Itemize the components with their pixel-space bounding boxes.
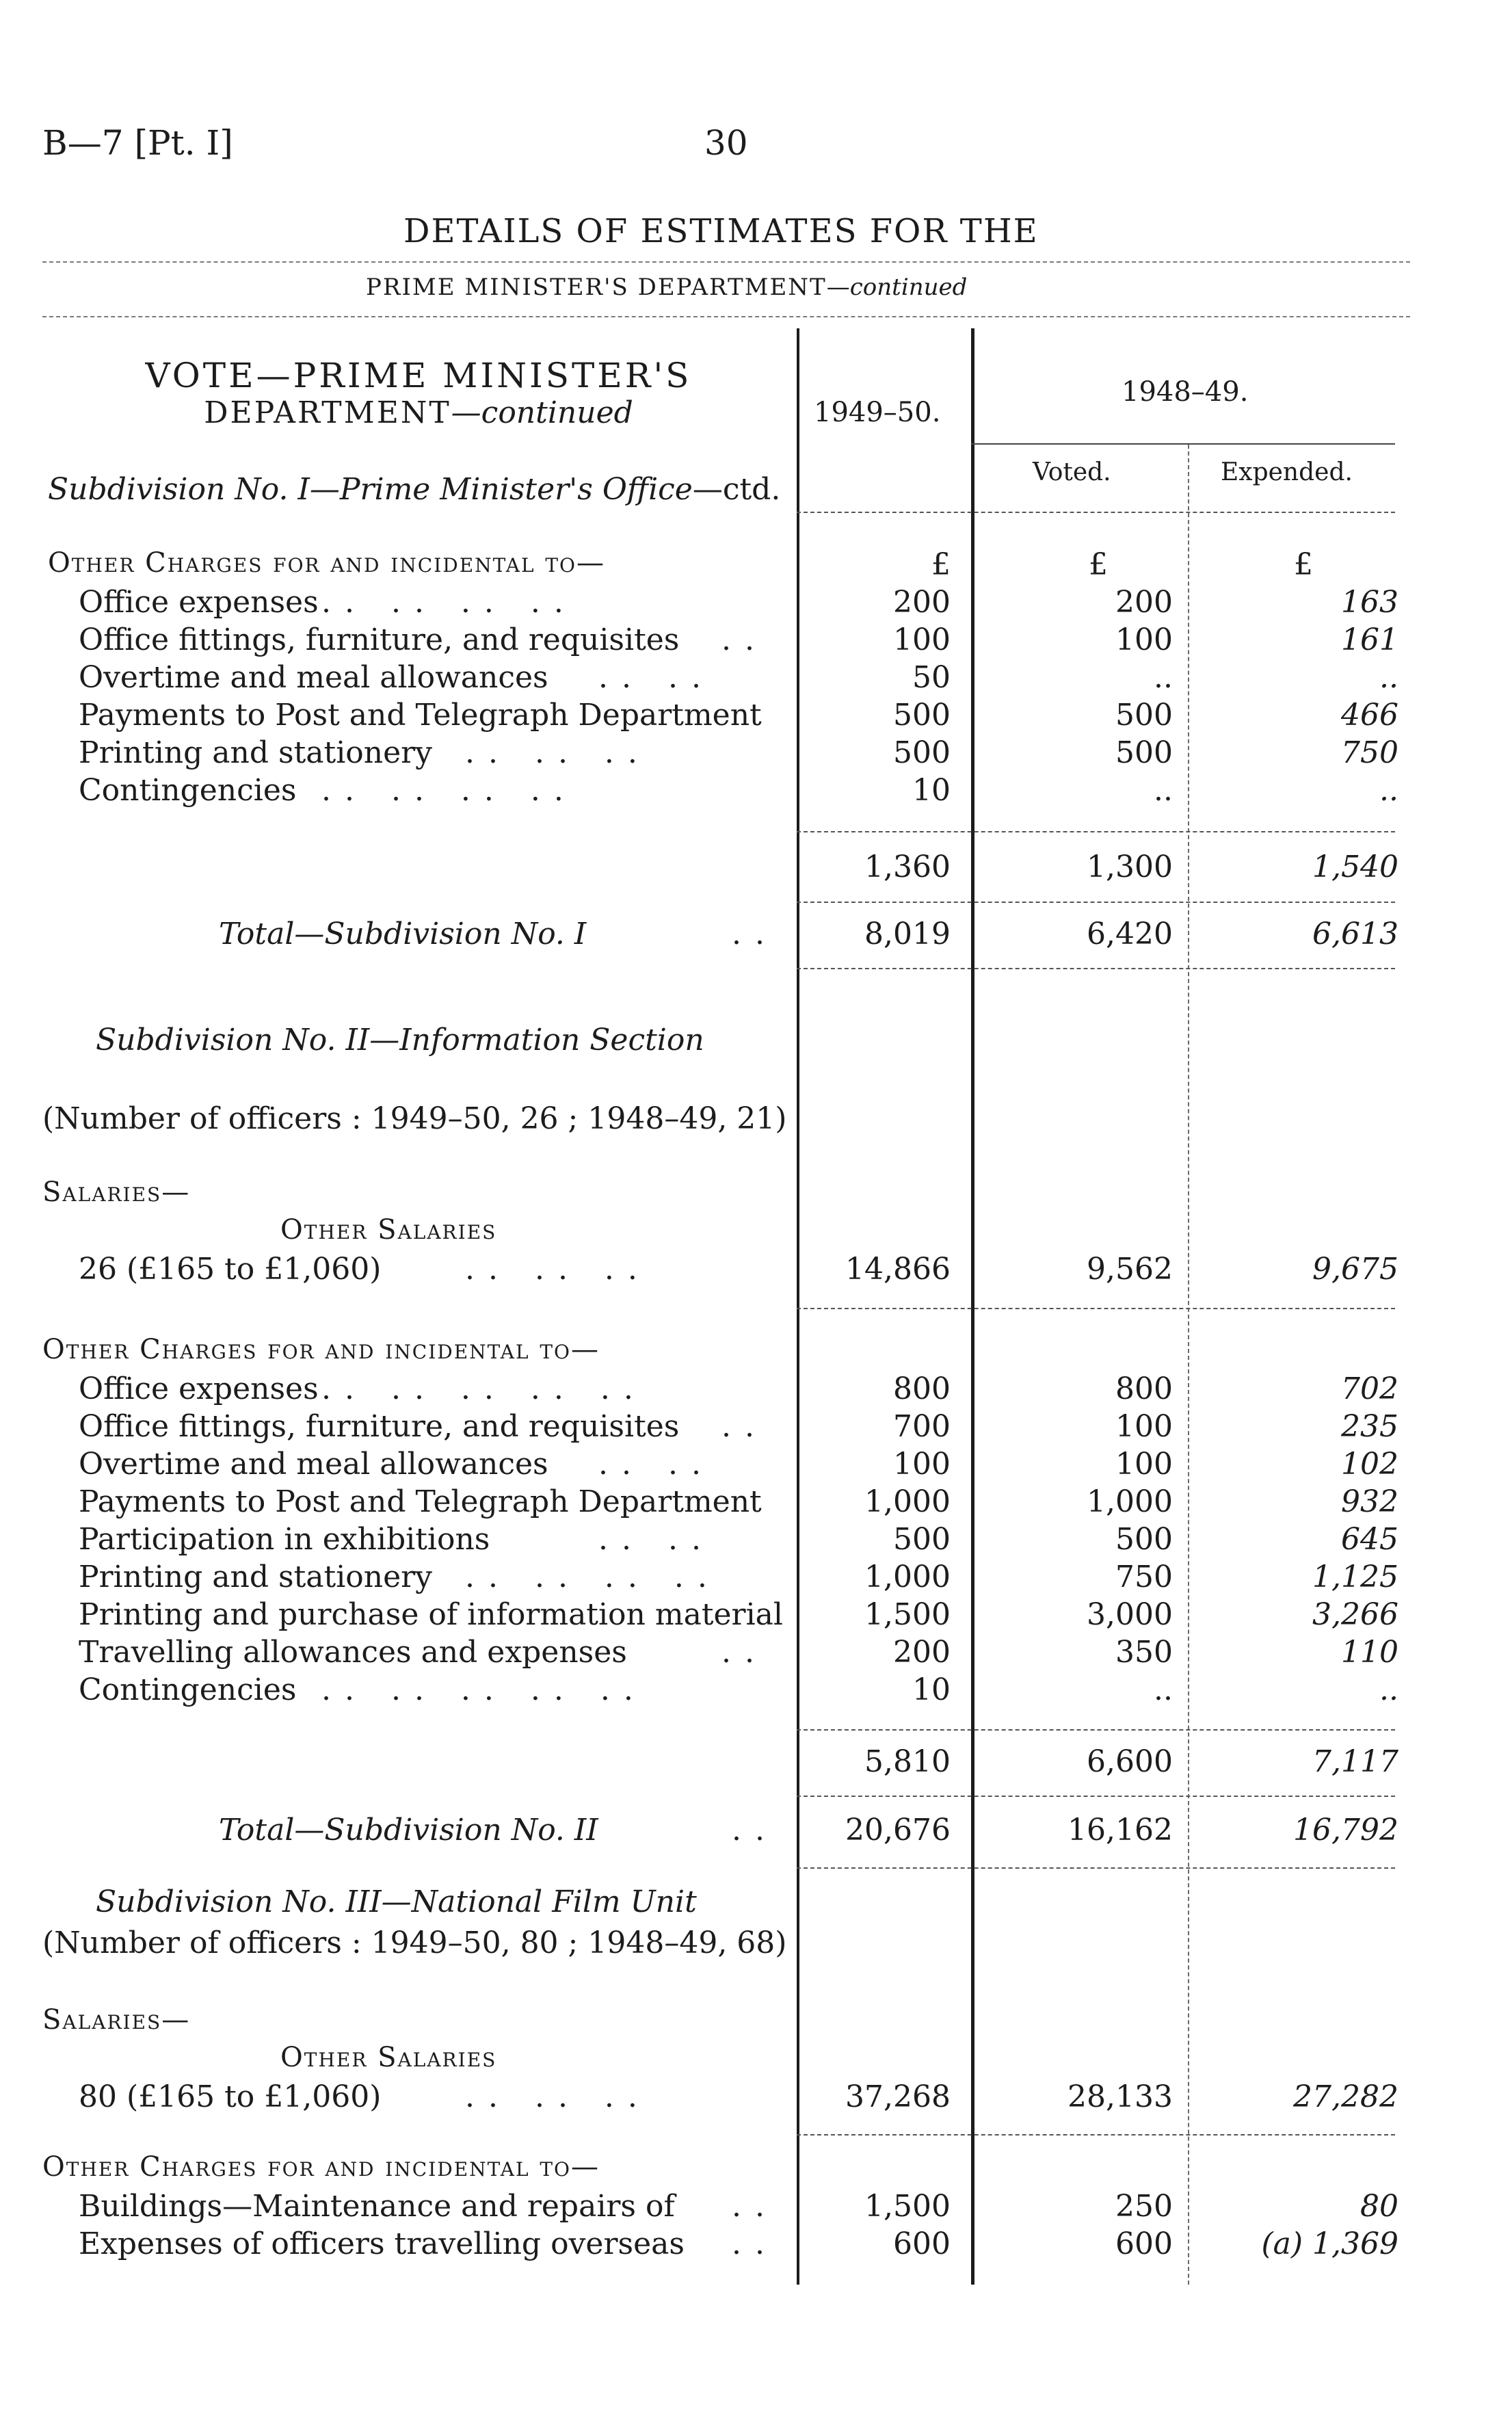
column-header-1948-49: 1948–49. [1122, 376, 1249, 408]
row-label: 26 (£165 to £1,060) [79, 1252, 382, 1287]
expended-1948-49: 161 [1341, 622, 1398, 657]
estimate-1949-50: 700 [893, 1409, 951, 1444]
table-row [0, 660, 1512, 698]
row-leader-dots: .. .. .. .. [321, 773, 577, 808]
row-label: Office fittings, furniture, and requisites [79, 1409, 680, 1444]
column-header-voted: Voted. [1033, 458, 1111, 486]
voted-1948-49: 350 [1115, 1635, 1173, 1670]
voted-1948-49: .. [1154, 1672, 1173, 1707]
estimate-1949-50: 100 [893, 622, 951, 657]
row-leader-dots: .. .. [598, 1522, 715, 1557]
expended-1948-49: 235 [1341, 1409, 1398, 1444]
voted-1948-49: 750 [1115, 1560, 1173, 1594]
row-leader-dots: .. .. .. .. .. [321, 1672, 647, 1707]
row-label: Printing and stationery [79, 735, 433, 770]
subdivision-3-salaries-heading: Salaries— [42, 2004, 191, 2036]
voted-1948-49: 9,562 [1087, 1252, 1173, 1287]
row-leader-dots: .. [732, 917, 778, 951]
row-leader-dots: .. [732, 2189, 778, 2224]
expended-1948-49: .. [1379, 773, 1398, 808]
subdivision-1-heading [48, 472, 780, 507]
row-label: Contingencies [79, 773, 297, 808]
page-title: DETAILS OF ESTIMATES FOR THE [403, 212, 1039, 250]
vote-title-line2 [42, 395, 795, 430]
estimate-1949-50: 37,268 [845, 2079, 951, 2114]
subtotal-row [0, 850, 1512, 887]
estimate-1949-50: 200 [893, 1635, 951, 1670]
subdivision-2-salaries-heading: Salaries— [42, 1177, 191, 1208]
table-row [0, 2189, 1512, 2226]
voted-1948-49: 3,000 [1087, 1597, 1173, 1632]
row-leader-dots: .. [721, 1635, 768, 1670]
voted-1948-49: 1,000 [1087, 1484, 1173, 1519]
subdivision-2-officers: (Number of officers : 1949–50, 26 ; 1948–49, 21) [42, 1101, 787, 1136]
subdivision-3-other-salaries: Other Salaries [280, 2042, 497, 2073]
total-1949-50: 20,676 [845, 1813, 951, 1848]
expended-1948-49: 110 [1341, 1635, 1398, 1670]
row-label: Overtime and meal allowances [79, 1447, 548, 1482]
total-voted: 6,420 [1087, 917, 1173, 951]
row-label: Payments to Post and Telegraph Department [79, 698, 762, 733]
table-row [0, 1522, 1512, 1560]
voted-1948-49: .. [1154, 773, 1173, 808]
subtotal-1949-50: 5,810 [864, 1744, 951, 1779]
row-leader-dots: .. [732, 2226, 778, 2261]
row-leader-dots: .. .. [598, 660, 715, 695]
row-leader-dots: .. .. .. [465, 2079, 651, 2114]
table-row [0, 698, 1512, 735]
estimate-1949-50: 10 [912, 1672, 951, 1707]
total-row [0, 917, 1512, 954]
voted-1948-49: 500 [1115, 735, 1173, 770]
row-label: Payments to Post and Telegraph Department [79, 1484, 762, 1519]
subtotal-voted: 1,300 [1087, 850, 1173, 884]
table-row [0, 1484, 1512, 1522]
expended-1948-49: 645 [1341, 1522, 1398, 1557]
table-row [0, 585, 1512, 622]
column-header-expended: Expended. [1221, 458, 1353, 486]
expended-1948-49: (a) 1,369 [1261, 2226, 1398, 2261]
row-label: Office fittings, furniture, and requisites [79, 622, 680, 657]
salary-row [0, 1252, 1512, 1289]
subdivision-2-heading: Subdivision No. II—Information Section [96, 1023, 704, 1057]
currency-voted: £ [1089, 547, 1108, 582]
row-leader-dots: .. [721, 622, 768, 657]
estimate-1949-50: 1,500 [864, 2189, 951, 2224]
document-reference: B—7 [Pt. I] [42, 123, 233, 163]
subtitle-main: PRIME MINISTER'S DEPARTMENT [366, 274, 827, 301]
table-row [0, 2226, 1512, 2264]
table-row [0, 735, 1512, 773]
table-row [0, 1371, 1512, 1409]
estimate-1949-50: 500 [893, 698, 951, 733]
table-row [0, 1672, 1512, 1710]
sub1-charges-heading: Other Charges for and incidental to— [48, 547, 605, 579]
subdivision-3-heading: Subdivision No. III—National Film Unit [96, 1884, 697, 1919]
estimate-1949-50: 500 [893, 735, 951, 770]
table-row [0, 1560, 1512, 1597]
row-label: Printing and stationery [79, 1560, 433, 1594]
row-leader-dots: .. [721, 1409, 768, 1444]
table-row [0, 1597, 1512, 1635]
estimate-1949-50: 1,000 [864, 1484, 951, 1519]
total-expended: 6,613 [1312, 917, 1398, 951]
row-label: Contingencies [79, 1672, 297, 1707]
subtotal-expended: 1,540 [1312, 850, 1398, 884]
expended-1948-49: 1,125 [1312, 1560, 1398, 1594]
sub2-salary-rule [797, 1308, 1395, 1309]
total-1949-50: 8,019 [864, 917, 951, 951]
estimate-1949-50: 600 [893, 2226, 951, 2261]
row-label: Office expenses [79, 585, 319, 620]
sub2-total-rule [797, 1796, 1395, 1797]
estimate-1949-50: 100 [893, 1447, 951, 1482]
voted-1948-49: 100 [1115, 1447, 1173, 1482]
estimate-1949-50: 1,500 [864, 1597, 951, 1632]
page-number: 30 [704, 123, 748, 163]
currency-expended: £ [1294, 547, 1313, 582]
row-leader-dots: .. .. .. .. .. [321, 1371, 647, 1406]
year-header-rule [971, 443, 1395, 445]
currency-1949-50: £ [931, 547, 951, 582]
table-row [0, 1447, 1512, 1484]
voted-1948-49: 500 [1115, 698, 1173, 733]
total-label: Total—Subdivision No. I [219, 917, 587, 951]
row-label: Travelling allowances and expenses [79, 1635, 627, 1670]
vote-title-main: DEPARTMENT [204, 395, 451, 430]
row-label: Buildings—Maintenance and repairs of [79, 2189, 675, 2224]
expended-1948-49: 750 [1341, 735, 1398, 770]
estimate-1949-50: 10 [912, 773, 951, 808]
sub1-subtotal-rule [797, 831, 1395, 832]
sub3-salary-rule [797, 2134, 1395, 2136]
table-row [0, 773, 1512, 811]
expended-1948-49: 9,675 [1312, 1252, 1398, 1287]
sub2-charges-header-row [0, 1334, 1512, 1371]
estimate-1949-50: 500 [893, 1522, 951, 1557]
sub1-total-rule [797, 902, 1395, 903]
voted-1948-49: 600 [1115, 2226, 1173, 2261]
expended-1948-49: .. [1379, 660, 1398, 695]
sub2-charges-heading: Other Charges for and incidental to— [42, 1334, 600, 1365]
estimate-1949-50: 14,866 [845, 1252, 951, 1287]
sub1-end-rule [797, 968, 1395, 969]
expended-1948-49: 466 [1341, 698, 1398, 733]
row-leader-dots: .. .. .. [465, 735, 651, 770]
expended-1948-49: 3,266 [1312, 1597, 1398, 1632]
subtitle-rule [42, 316, 1410, 317]
page-subtitle [366, 274, 967, 301]
total-label: Total—Subdivision No. II [219, 1813, 598, 1848]
subdivision-3-officers: (Number of officers : 1949–50, 80 ; 1948–49, 68) [42, 1926, 787, 1960]
sub2-end-rule [797, 1867, 1395, 1869]
subtotal-row [0, 1744, 1512, 1782]
voted-1948-49: 100 [1115, 622, 1173, 657]
voted-1948-49: 250 [1115, 2189, 1173, 2224]
row-leader-dots: .. .. [598, 1447, 715, 1482]
expended-1948-49: 27,282 [1293, 2079, 1398, 2114]
subtotal-expended: 7,117 [1312, 1744, 1398, 1779]
expended-1948-49: 932 [1341, 1484, 1398, 1519]
row-label: Overtime and meal allowances [79, 660, 548, 695]
table-row [0, 1635, 1512, 1672]
header-rule [42, 261, 1410, 263]
vote-title-suffix: —continued [451, 395, 633, 430]
row-label: Expenses of officers travelling overseas [79, 2226, 685, 2261]
voted-1948-49: 800 [1115, 1371, 1173, 1406]
column-header-1949-50: 1949–50. [814, 397, 941, 428]
row-label: Printing and purchase of information material [79, 1597, 783, 1632]
expended-1948-49: 163 [1341, 585, 1398, 620]
expended-1948-49: 80 [1360, 2189, 1398, 2224]
table-row [0, 1409, 1512, 1447]
vote-title-line1: VOTE—PRIME MINISTER'S [145, 356, 692, 395]
estimate-1949-50: 1,000 [864, 1560, 951, 1594]
expended-1948-49: .. [1379, 1672, 1398, 1707]
sub2-subtotal-rule [797, 1729, 1395, 1731]
sub3-charges-heading: Other Charges for and incidental to— [42, 2151, 600, 2183]
expended-1948-49: 702 [1341, 1371, 1398, 1406]
column-header-rule [797, 512, 1395, 513]
row-label: 80 (£165 to £1,060) [79, 2079, 382, 2114]
row-label: Office expenses [79, 1371, 319, 1406]
estimate-1949-50: 50 [912, 660, 951, 695]
voted-1948-49: 28,133 [1067, 2079, 1173, 2114]
voted-1948-49: 500 [1115, 1522, 1173, 1557]
subdivision-1-heading-main: Subdivision No. I—Prime Minister's Office [48, 472, 693, 507]
row-leader-dots: .. .. .. .. [321, 585, 577, 620]
estimate-1949-50: 800 [893, 1371, 951, 1406]
subdivision-2-other-salaries: Other Salaries [280, 1214, 497, 1246]
total-expended: 16,792 [1293, 1813, 1398, 1848]
expended-1948-49: 102 [1341, 1447, 1398, 1482]
table-row [0, 622, 1512, 660]
salary-row [0, 2079, 1512, 2117]
total-voted: 16,162 [1067, 1813, 1173, 1848]
total-row [0, 1813, 1512, 1850]
estimate-1949-50: 200 [893, 585, 951, 620]
voted-1948-49: 100 [1115, 1409, 1173, 1444]
subtitle-suffix: —continued [826, 274, 968, 301]
subdivision-1-heading-suffix: —ctd. [692, 472, 781, 507]
sub1-charges-header-row [0, 547, 1512, 585]
voted-1948-49: .. [1154, 660, 1173, 695]
subtotal-voted: 6,600 [1087, 1744, 1173, 1779]
row-leader-dots: .. .. .. [465, 1252, 651, 1287]
voted-1948-49: 200 [1115, 585, 1173, 620]
row-label: Participation in exhibitions [79, 1522, 490, 1557]
sub3-charges-header-row [0, 2151, 1512, 2189]
row-leader-dots: .. [732, 1813, 778, 1848]
row-leader-dots: .. .. .. .. [465, 1560, 721, 1594]
subtotal-1949-50: 1,360 [864, 850, 951, 884]
